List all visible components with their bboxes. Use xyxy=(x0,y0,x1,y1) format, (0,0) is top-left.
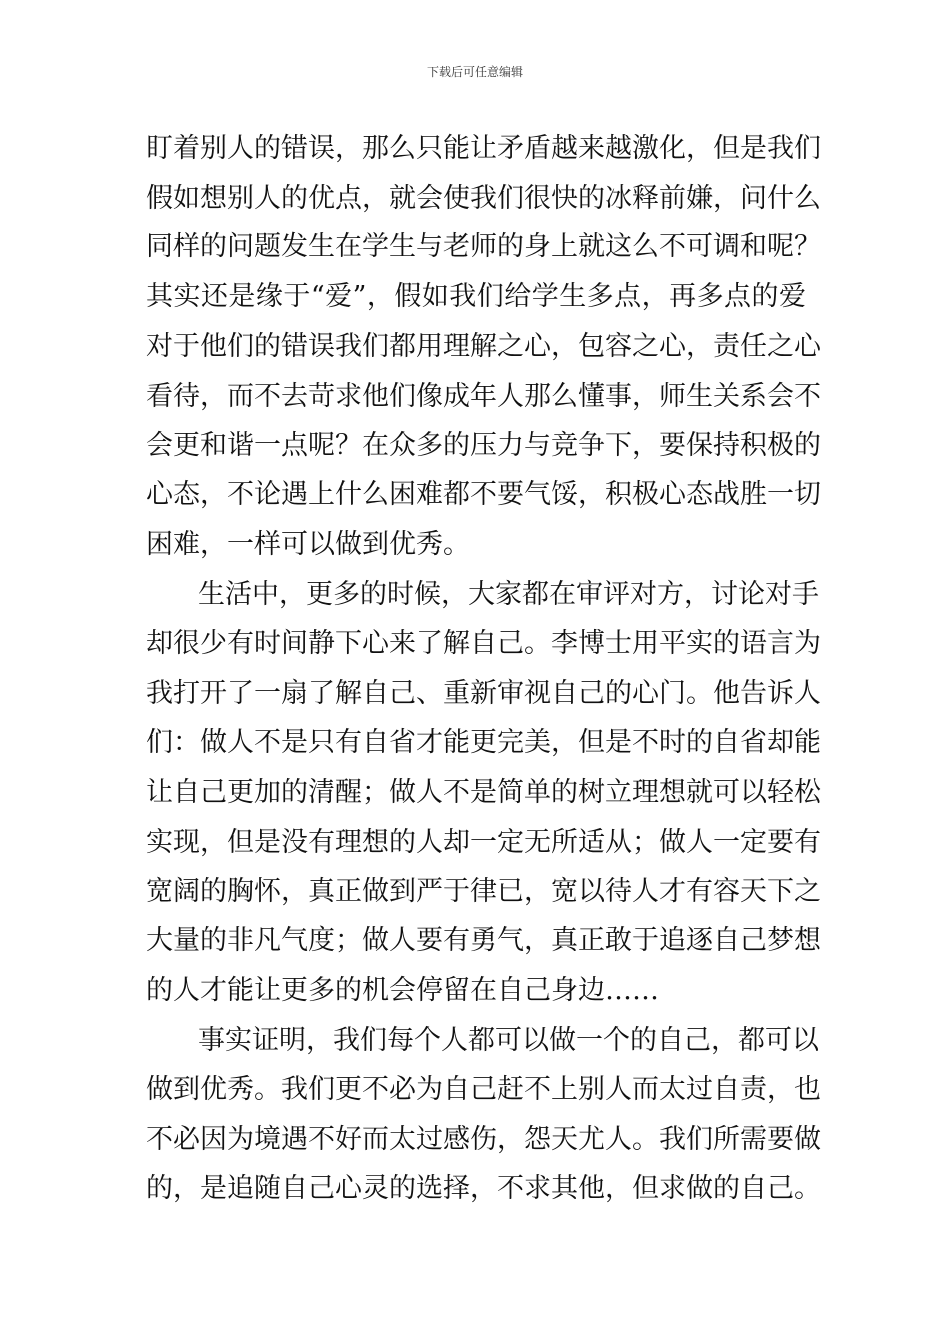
text-line: 看待，而不去苛求他们像成年人那么懂事，师生关系会不 xyxy=(146,381,821,412)
text-line: 困难，一样可以做到优秀。 xyxy=(146,529,470,560)
text-line: 对于他们的错误我们都用理解之心，包容之心，责任之心 xyxy=(146,331,821,362)
text-line: 事实证明，我们每个人都可以做一个的自己，都可以 xyxy=(198,1025,819,1056)
text-line: 不必因为境遇不好而太过感伤，怨天尤人。我们所需要做 xyxy=(146,1124,821,1155)
text-line: 让自己更加的清醒；做人不是简单的树立理想就可以轻松 xyxy=(146,777,821,808)
text-line: 盯着别人的错误，那么只能让矛盾越来越激化，但是我们 xyxy=(146,133,821,164)
page-header: 下载后可任意编辑 xyxy=(426,65,523,79)
text-line: 假如想别人的优点，就会使我们很快的冰释前嫌，问什么 xyxy=(146,183,821,214)
text-line: 会更和谐一点呢？在众多的压力与竞争下，要保持积极的 xyxy=(146,430,821,461)
text-line: 却很少有时间静下心来了解自己。李博士用平实的语言为 xyxy=(146,628,821,659)
text-line: 生活中，更多的时候，大家都在审评对方，讨论对手 xyxy=(198,579,819,610)
text-line: 做到优秀。我们更不必为自己赶不上别人而太过自责，也 xyxy=(146,1074,821,1105)
text-line: 其实还是缘于“爱”，假如我们给学生多点，再多点的爱 xyxy=(146,281,806,312)
text-line: 的人才能让更多的机会停留在自己身边…… xyxy=(146,975,659,1006)
text-line: 实现，但是没有理想的人却一定无所适从；做人一定要有 xyxy=(146,827,821,858)
text-line: 心态，不论遇上什么困难都不要气馁，积极心态战胜一切 xyxy=(146,479,821,510)
text-line: 的，是追随自己心灵的选择，不求其他，但求做的自己。 xyxy=(146,1173,821,1204)
text-line: 我打开了一扇了解自己、重新审视自己的心门。他告诉人 xyxy=(146,678,821,709)
text-line: 们：做人不是只有自省才能更完美，但是不时的自省却能 xyxy=(146,727,821,758)
text-line: 大量的非凡气度；做人要有勇气，真正敢于追逐自己梦想 xyxy=(146,925,821,956)
text-line: 同样的问题发生在学生与老师的身上就这么不可调和呢？ xyxy=(146,231,821,262)
text-line: 宽阔的胸怀，真正做到严于律已，宽以待人才有容天下之 xyxy=(146,876,821,907)
